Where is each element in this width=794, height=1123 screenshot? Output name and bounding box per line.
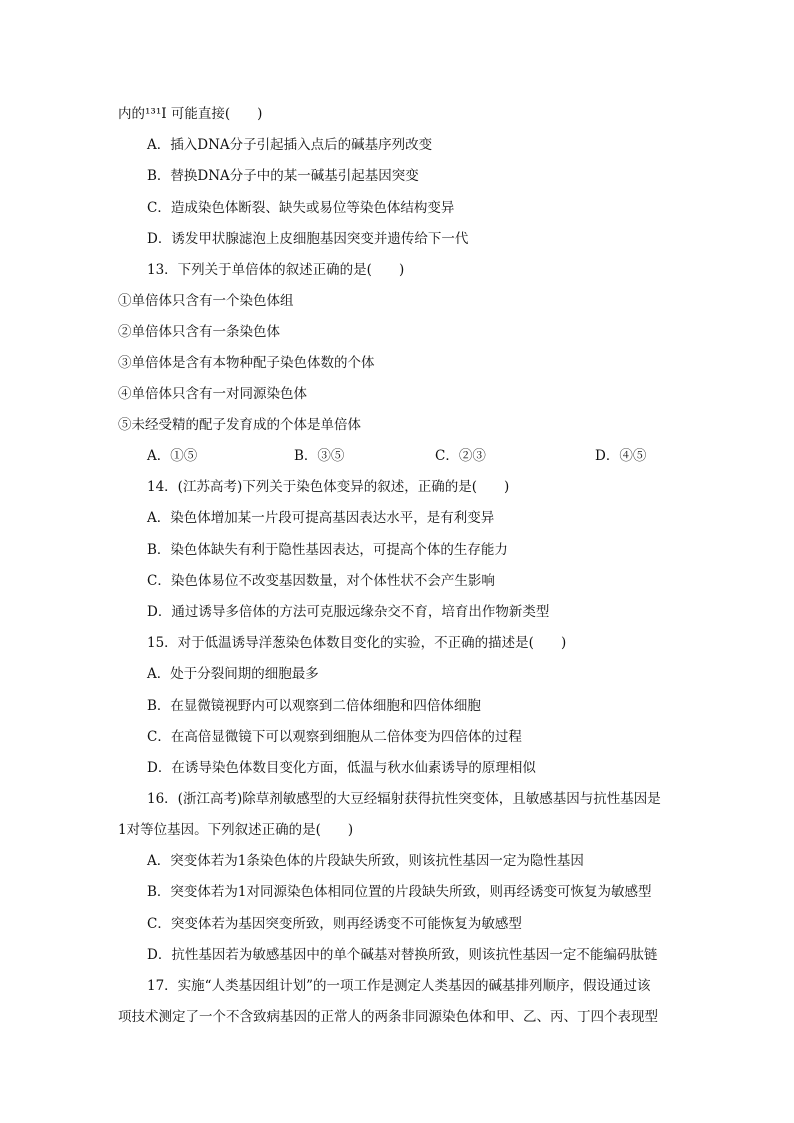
q15-option-b: B．在显微镜视野内可以观察到二倍体细胞和四倍体细胞 <box>147 698 481 714</box>
q13-item-2: ②单倍体只含有一条染色体 <box>118 324 280 340</box>
q13-item-3: ③单倍体是含有本物种配子染色体数的个体 <box>118 355 375 371</box>
q12-option-d: D．诱发甲状腺滤泡上皮细胞基因突变并遗传给下一代 <box>147 231 469 247</box>
q13-choice-c: C．②③ <box>435 448 486 464</box>
q16-stem-line2: 1对等位基因。下列叙述正确的是( ) <box>118 822 354 838</box>
q15-option-a: A．处于分裂间期的细胞最多 <box>147 666 319 682</box>
q17-stem-line1: 17．实施“人类基因组计划”的一项工作是测定人类基因的碱基排列顺序，假设通过该 <box>147 978 651 994</box>
q16-option-b: B．突变体若为1对同源染色体相同位置的片段缺失所致，则再经诱变可恢复为敏感型 <box>147 884 652 900</box>
q14-option-b: B．染色体缺失有利于隐性基因表达，可提高个体的生存能力 <box>147 542 508 558</box>
q12-stem-continuation: 内的¹³¹I 可能直接( ) <box>118 106 263 122</box>
q13-choice-b: B．③⑤ <box>294 448 345 464</box>
q16-option-a: A．突变体若为1条染色体的片段缺失所致，则该抗性基因一定为隐性基因 <box>147 853 584 869</box>
q16-option-d: D．抗性基因若为敏感基因中的单个碱基对替换所致，则该抗性基因一定不能编码肽链 <box>147 947 658 963</box>
q16-stem-line1: 16．(浙江高考)除草剂敏感型的大豆经辐射获得抗性突变体，且敏感基因与抗性基因是 <box>147 791 661 807</box>
q14-option-c: C．染色体易位不改变基因数量，对个体性状不会产生影响 <box>147 573 495 589</box>
q14-stem: 14．(江苏高考)下列关于染色体变异的叙述，正确的是( ) <box>147 479 510 495</box>
q15-option-d: D．在诱导染色体数目变化方面，低温与秋水仙素诱导的原理相似 <box>147 760 536 776</box>
q13-item-5: ⑤未经受精的配子发育成的个体是单倍体 <box>118 417 361 433</box>
q12-option-b: B．替换DNA分子中的某一碱基引起基因突变 <box>147 168 419 184</box>
q14-option-d: D．通过诱导多倍体的方法可克服远缘杂交不育，培育出作物新类型 <box>147 604 550 620</box>
q13-item-4: ④单倍体只含有一对同源染色体 <box>118 386 307 402</box>
q12-option-a: A．插入DNA分子引起插入点后的碱基序列改变 <box>147 137 433 153</box>
q13-choice-a: A．①⑤ <box>147 448 198 464</box>
q14-option-a: A．染色体增加某一片段可提高基因表达水平，是有利变异 <box>147 510 495 526</box>
q13-stem: 13．下列关于单倍体的叙述正确的是( ) <box>147 262 405 278</box>
q12-option-c: C．造成染色体断裂、缺失或易位等染色体结构变异 <box>147 200 455 216</box>
q15-option-c: C．在高倍显微镜下可以观察到细胞从二倍体变为四倍体的过程 <box>147 729 522 745</box>
q13-choice-d: D．④⑤ <box>595 448 647 464</box>
q15-stem: 15．对于低温诱导洋葱染色体数目变化的实验，不正确的描述是( ) <box>147 635 567 651</box>
q13-item-1: ①单倍体只含有一个染色体组 <box>118 293 294 309</box>
q16-option-c: C．突变体若为基因突变所致，则再经诱变不可能恢复为敏感型 <box>147 916 522 932</box>
q17-stem-line2: 项技术测定了一个不含致病基因的正常人的两条非同源染色体和甲、乙、丙、丁四个表现型 <box>118 1009 658 1025</box>
